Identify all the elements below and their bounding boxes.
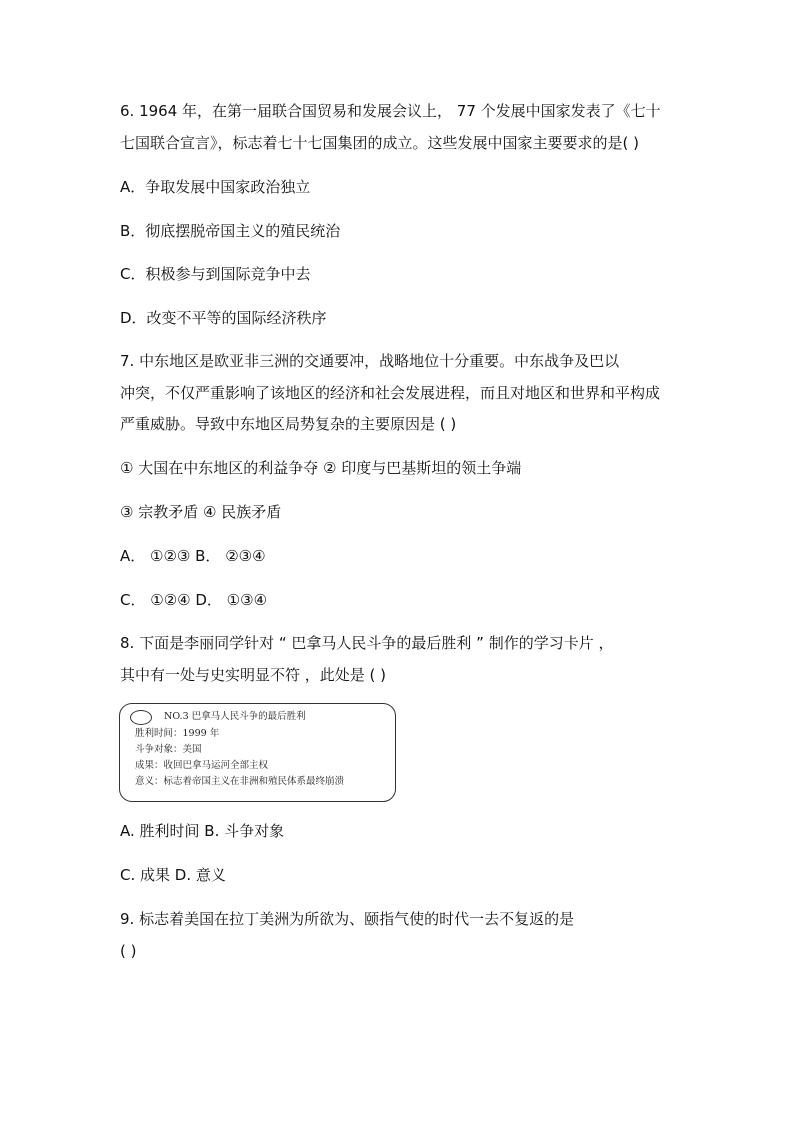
q6-option-a: A．争取发展中国家政治独立 <box>120 178 311 196</box>
q7-stem-line-2: 冲突，不仅严重影响了该地区的经济和社会发展进程，而且对地区和世界和平构成 <box>120 384 661 402</box>
q7-items-line-1: ① 大国在中东地区的利益争夺 ② 印度与巴基斯坦的领土争端 <box>120 459 522 477</box>
q8-stem-line-1: 8. 下面是李丽同学针对 “ 巴拿马人民斗争的最后胜利 ” 制作的学习卡片 ， <box>120 634 614 652</box>
q6-stem-line-2: 七国联合宣言》，标志着七十七国集团的成立。这些发展中国家主要要求的是( ) <box>120 134 639 152</box>
q6-option-b: B．彻底摆脱帝国主义的殖民统治 <box>120 222 341 240</box>
card-achievement: 成果：收回巴拿马运河全部主权 <box>135 760 269 771</box>
q6-option-c: C．积极参与到国际竞争中去 <box>120 265 311 283</box>
q8-stem-line-2: 其中有一处与史实明显不符 ，此处是 ( ) <box>120 666 387 684</box>
card-title: NO.3 巴拿马人民斗争的最后胜利 <box>164 711 306 722</box>
study-card <box>119 703 396 802</box>
q7-stem-line-3: 严重威胁。导致中东地区局势复杂的主要原因是 ( ) <box>120 415 457 433</box>
card-struggle-target: 斗争对象：美国 <box>135 744 202 755</box>
q6-option-d: D．改变不平等的国际经济秩序 <box>120 309 327 327</box>
q8-options-ab: A. 胜利时间 B. 斗争对象 <box>120 822 285 840</box>
card-significance: 意义：标志着帝国主义在非洲和殖民体系最终崩溃 <box>135 776 345 787</box>
q7-options-ab: A． ①②③ B． ②③④ <box>120 547 266 565</box>
q7-items-line-2: ③ 宗教矛盾 ④ 民族矛盾 <box>120 503 282 521</box>
card-circle-icon <box>130 710 152 725</box>
q7-options-cd: C． ①②④ D． ①③④ <box>120 591 268 609</box>
q9-stem-line-2: ( ) <box>120 942 137 960</box>
q6-stem-line-1: 6. 1964 年，在第一届联合国贸易和发展会议上， 77 个发展中国家发表了《七十 <box>120 102 661 120</box>
q7-stem-line-1: 7. 中东地区是欧亚非三洲的交通要冲，战略地位十分重要。中东战争及巴以 <box>120 352 620 370</box>
card-victory-time: 胜利时间：1999 年 <box>135 728 220 739</box>
q9-stem-line-1: 9. 标志着美国在拉丁美洲为所欲为、颐指气使的时代一去不复返的是 <box>120 910 575 928</box>
q8-options-cd: C. 成果 D. 意义 <box>120 866 226 884</box>
